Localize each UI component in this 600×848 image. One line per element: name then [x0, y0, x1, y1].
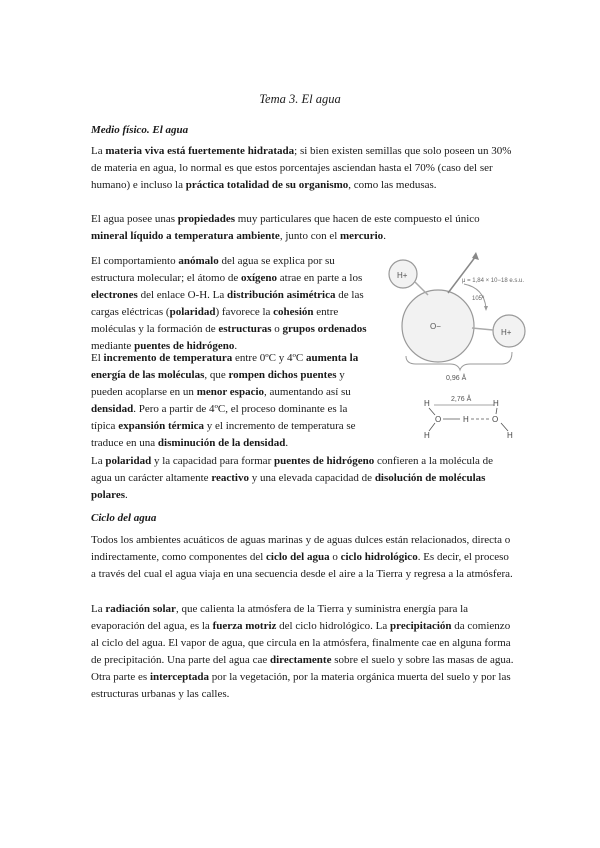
bold-run: oxígeno: [240, 272, 278, 284]
bold-run: disolución de moléculas polares: [91, 472, 486, 501]
left-o: O: [435, 415, 442, 424]
text-run: entre moléculas y la formación de: [91, 306, 339, 335]
section-heading-medio-fisico: Medio físico. El agua: [91, 124, 189, 136]
bond-angle-label: 105º: [472, 296, 485, 302]
water-molecule-figure: [380, 248, 530, 448]
bold-run: disminución de la densidad: [157, 437, 286, 449]
text-run: mediante: [91, 340, 135, 352]
text-run: La: [91, 145, 106, 157]
text-run: El agua posee unas: [91, 213, 178, 225]
text-run: entre 0ºC y 4ºC: [232, 352, 306, 364]
text-run: por la vegetación, por la materia orgánica muerta del suelo y por las estructuras urbanas y las calles.: [91, 671, 511, 700]
bold-run: cohesión: [273, 306, 314, 318]
bold-run: electrones: [91, 289, 138, 301]
right-o: O: [492, 415, 499, 424]
angle-arrowhead: [484, 306, 488, 311]
right-h-bottom: H: [507, 431, 513, 440]
bold-run: directamente: [269, 654, 332, 666]
text-run: muy particulares que hacen de este compuesto el único: [235, 213, 480, 225]
bold-run: mercurio: [340, 230, 384, 242]
text-run: y una elevada capacidad de: [248, 472, 375, 484]
dipole-arrow: [448, 256, 476, 293]
h1-label: H+: [397, 271, 408, 280]
right-bond-top: [496, 408, 497, 414]
bold-run: ciclo hidrológico: [340, 551, 418, 563]
text-run: , aumentando así su: [264, 386, 351, 398]
bond-length-label: 0,96 Å: [446, 375, 467, 382]
text-run: .: [383, 230, 386, 242]
left-bond-bottom: [429, 423, 435, 431]
bold-run: puentes de hidrógeno: [273, 455, 375, 467]
bridging-h: H: [463, 415, 469, 424]
paragraph-radiacion-solar: [91, 601, 516, 703]
bold-run: fuerza motriz: [212, 620, 277, 632]
text-run: de las cargas eléctricas (: [91, 289, 364, 318]
right-bond-bottom: [501, 423, 508, 431]
text-run: . Pero a partir de 4ºC, el proceso dominante es la típica: [91, 403, 348, 432]
left-h-top: H: [424, 399, 430, 408]
text-run: Todos los ambientes acuáticos de aguas marinas y de aguas dulces están relacionados, directa o indirectamente, como componentes del: [91, 534, 511, 563]
bold-run: polaridad: [105, 455, 152, 467]
water-molecule-diagram: [380, 248, 530, 448]
text-run: del enlace O-H. La: [137, 289, 228, 301]
paragraph-hidratacion: [91, 143, 516, 194]
bold-run: reactivo: [211, 472, 249, 484]
bold-run: estructuras: [218, 323, 272, 335]
text-run: o: [329, 551, 341, 563]
bold-run: grupos ordenados: [282, 323, 367, 335]
text-run: .: [234, 340, 238, 352]
bold-run: rompen dichos puentes: [228, 369, 337, 381]
text-run: El comportamiento: [91, 255, 179, 267]
bold-run: incremento de temperatura: [103, 352, 233, 364]
text-run: del ciclo hidrológico. La: [276, 620, 391, 632]
bold-run: densidad: [91, 403, 134, 415]
text-run: .: [285, 437, 289, 449]
oh-bond-1: [415, 282, 428, 295]
oh-bond-2: [472, 328, 493, 330]
bold-run: distribución asimétrica: [227, 289, 336, 301]
text-run: , junto con el: [279, 230, 341, 242]
text-run: La: [91, 455, 106, 467]
bold-run: propiedades: [177, 213, 236, 225]
bold-run: materia viva está fuertemente hidratada: [105, 145, 295, 157]
text-run: .: [125, 489, 128, 501]
bold-run: interceptada: [149, 671, 210, 683]
text-run: La: [91, 603, 106, 615]
hbond-length-label: 2,76 Å: [451, 396, 472, 403]
bold-run: expansión térmica: [118, 420, 205, 432]
bold-run: práctica totalidad de su organismo: [185, 179, 349, 191]
text-run: , como las medusas.: [348, 179, 437, 191]
section-heading-ciclo-agua: Ciclo del agua: [91, 512, 157, 524]
paragraph-estructura-molecular: [91, 253, 373, 355]
text-run: , que calienta la atmósfera de la Tierra y suministra energía para la evaporación del agua, es la: [91, 603, 469, 632]
text-run: y la capacidad para formar: [151, 455, 274, 467]
bold-run: mineral líquido a temperatura ambiente: [91, 230, 280, 242]
text-run: sobre el suelo y sobre las masas de agua. Otra parte es: [91, 654, 514, 683]
page-title: Tema 3. El agua: [259, 92, 341, 106]
text-run: , que: [204, 369, 229, 381]
bold-run: ciclo del agua: [266, 551, 330, 563]
bold-run: precipitación: [390, 620, 452, 632]
bold-run: anómalo: [178, 255, 219, 267]
text-run: del agua se explica por su estructura molecular; el átomo de: [91, 255, 335, 284]
text-run: confieren a la molécula de agua un carácter altamente: [91, 455, 494, 484]
bold-run: menor espacio: [196, 386, 265, 398]
oxygen-label: O−: [430, 322, 441, 331]
bold-run: radiación solar: [105, 603, 176, 615]
paragraph-densidad: [91, 350, 373, 452]
bold-run: polaridad: [169, 306, 216, 318]
text-run: atrae en parte a los: [277, 272, 363, 284]
paragraph-polaridad: [91, 453, 516, 504]
bold-run: aumenta la energía de las moléculas: [91, 352, 359, 381]
text-run: . Es decir, el proceso a través del cual el agua viaja en una secuencia desde el aire a la Tierra y regresa a la atmósfera.: [91, 551, 513, 580]
text-run: da comienzo al ciclo del agua. El vapor de agua, que circula en la atmósfera, finalmente cae en alguna forma de precipitación. Una parte del agua cae: [91, 620, 511, 666]
text-run: y pueden acoplarse en un: [91, 369, 345, 398]
dipole-moment-label: μ = 1,84 × 10−18 e.s.u.: [462, 278, 525, 284]
text-run: ; si bien existen semillas que solo poseen un 30% de materia en agua, lo normal es que estos porcentajes asciendan hasta el 70% (caso del ser humano) e incluso la: [91, 145, 512, 191]
paragraph-ciclo-hidrologico: [91, 532, 516, 583]
left-bond-top: [429, 408, 435, 415]
text-run: ) favorece la: [215, 306, 274, 318]
paragraph-propiedades: [91, 211, 516, 245]
text-run: o: [271, 323, 283, 335]
bold-run: puentes de hidrógeno: [134, 340, 235, 352]
left-h-bottom: H: [424, 431, 430, 440]
right-h-top: H: [493, 399, 499, 408]
h2-label: H+: [501, 328, 512, 337]
text-run: El: [91, 352, 104, 364]
text-run: y el incremento de temperatura se traduce en una: [91, 420, 356, 449]
